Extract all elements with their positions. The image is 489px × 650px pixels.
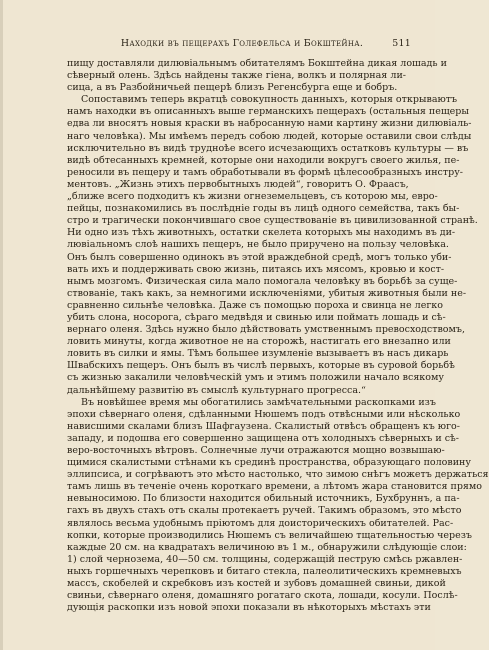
text-line: невыносимою. По близости находится обильный источникъ, Бухбруннъ, а па- xyxy=(67,493,460,505)
text-line: копки, которые производились Нюшемъ съ величайшею тщательностью черезъ xyxy=(67,529,472,541)
text-line: стро и трагически покончившаго свое существованіе въ цивилизованной странѣ. xyxy=(67,215,478,227)
text-line: нымъ мозгомъ. Физическая сила мало помогала человѣку въ борьбѣ за суще- xyxy=(67,275,458,287)
text-line: исключительно въ видѣ трудноѣе всего исчезающихъ остатковъ культуры — въ xyxy=(67,142,469,154)
text-line: вернаго оленя. Здѣсь нужно было дѣйствовать умственнымъ превосходствомъ, xyxy=(67,324,465,336)
text-line: нависшими скалами близъ Шафгаузена. Скалистый отвѣсъ обращенъ къ юго- xyxy=(67,420,460,432)
text-line: дующія раскопки изъ новой эпохи показали въ нѣкоторыхъ мѣстахъ эти xyxy=(67,602,431,614)
text-line: 1) слой чернозема, 40—50 см. толщины, содержащій пеструю смѣсь ржавлен- xyxy=(67,553,463,565)
text-line: ствованіе, такъ какъ, за немногими исключеніями, убитыя животныя были не- xyxy=(67,287,467,299)
page-header-title: Находки въ пещерахъ Голефельса и Бокштейна. xyxy=(120,38,364,49)
text-line: тамъ лишь въ теченіе очень короткаго времени, а лѣтомъ жара становится прямо xyxy=(67,481,483,493)
text-line: Ни одно изъ тѣхъ животныхъ, остатки скелета которыхъ мы находимъ въ ди- xyxy=(67,227,456,239)
text-line: намъ находки въ описанныхъ выше германскихъ пещерахъ (остальныя пещеры xyxy=(67,106,469,118)
text-line: сѣверный олень. Здѣсь найдены также гiена, волкъ и полярная ли- xyxy=(67,70,406,82)
text-line: вать ихъ и поддерживать свою жизнь, питаясь ихъ мясомъ, кровью и кост- xyxy=(67,263,445,275)
text-line: веро-восточныхъ вѣтровъ. Солнечные лучи отражаются мощно возвышаю- xyxy=(67,445,445,456)
text-line: эпохи сѣвернаго оленя, сдѣланными Нюшемъ подъ отвѣсными или нѣсколько xyxy=(67,408,461,420)
body-text xyxy=(67,58,489,614)
running-head xyxy=(73,38,411,52)
text-line: Сопоставимъ теперь вкратцѣ совокупность данныхъ, которыя открываютъ xyxy=(81,94,458,106)
page-number: 511 xyxy=(392,38,411,49)
text-line: пищу доставляли дилювiальнымъ обитателямъ Бокштейна дикая лошадь и xyxy=(67,58,447,69)
text-line: реносили въ пещеру и тамъ обработывали въ формѣ цѣлесообразныхъ инстру- xyxy=(67,166,463,178)
text-line: едва ли вносятъ новыя краски въ набросанную нами картину жизни дилювiаль- xyxy=(67,118,472,130)
text-line: щимися скалистыми стѣнами къ срединѣ пространства, образующаго половину xyxy=(67,457,471,469)
text-line: эллипсиса, и согрѣваютъ это мѣсто настолько, что зимою снѣгъ можетъ держаться xyxy=(67,469,489,481)
text-line: Въ новѣйшее время мы обогатились замѣчательными раскопками изъ xyxy=(81,396,436,408)
text-line: наго человѣка). Мы имѣемъ передъ собою людей, которые оставили свои слѣды xyxy=(67,130,472,142)
text-line: ныхъ горшечныхъ черепковъ и битаго стекла, палеолитическихъ кремневыхъ xyxy=(67,565,462,577)
text-line: съ жизнью закалили человѣческій умъ и этимъ положили начало всякому xyxy=(67,372,444,384)
text-line: пейцы, познакомились въ послѣдніе годы въ лицѣ одного семейства, такъ бы- xyxy=(67,203,460,215)
text-line: сравненно сильнѣе человѣка. Даже съ помощью пороха и свинца не легко xyxy=(67,299,443,311)
text-line: каждые 20 см. на квадратахъ величиною въ 1 м., обнаружили слѣдующіе слои: xyxy=(67,541,467,553)
text-line: гахъ въ двухъ стахъ отъ скалы протекаетъ ручей. Такимъ образомъ, это мѣсто xyxy=(67,505,462,517)
text-line: свиньи, сѣвернаго оленя, домашняго рогатаго скота, лошади, косули. Послѣ- xyxy=(67,590,458,602)
text-line: являлось весьма удобнымъ пріютомъ для доисторическихъ обитателей. Рас- xyxy=(67,517,454,529)
text-line: Швабскихъ пещеръ. Онъ былъ въ числѣ первыхъ, которые въ суровой борьбѣ xyxy=(67,360,455,372)
text-line: западу, и подошва его совершенно защищена отъ холодныхъ сѣверныхъ и сѣ- xyxy=(67,432,459,444)
text-line: „ближе всего подходитъ къ жизни огнеземельцевъ, съ которою мы, евро- xyxy=(67,191,438,203)
text-line: убить слона, носорога, сѣраго медвѣдя и свинью или поймать лошадь и сѣ- xyxy=(67,311,446,323)
text-line: дальнѣйшему развитію въ смыслѣ культурнаго прогресса.“ xyxy=(67,384,366,396)
text-line: ментовъ. „Жизнь этихъ первобытныхъ людей“, говоритъ О. Фраасъ, xyxy=(67,178,409,190)
text-line: видѣ обтесанныхъ кремней, которые они находили вокругъ своего жилья, пе- xyxy=(67,154,460,166)
text-line: лювiальномъ слоѣ нашихъ пещеръ, не было приручено на пользу человѣка. xyxy=(67,239,449,251)
text-line: ловить минуты, когда животное не на сторожѣ, настигать его внезапно или xyxy=(67,336,451,348)
text-line: массъ, скобелей и скребковъ изъ костей и зубовъ домашней свиньи, дикой xyxy=(67,578,446,590)
text-line: ловить въ силки и ямы. Тѣмъ большее изумленіе вызываетъ въ насъ дикарь xyxy=(67,348,449,360)
text-line: Онъ былъ совершенно одинокъ въ этой враждебной средѣ, могъ только уби- xyxy=(67,251,452,263)
text-line: сица, а въ Разбойничьей пещерѣ близъ Регенсбурга еще и бобръ. xyxy=(67,82,398,94)
